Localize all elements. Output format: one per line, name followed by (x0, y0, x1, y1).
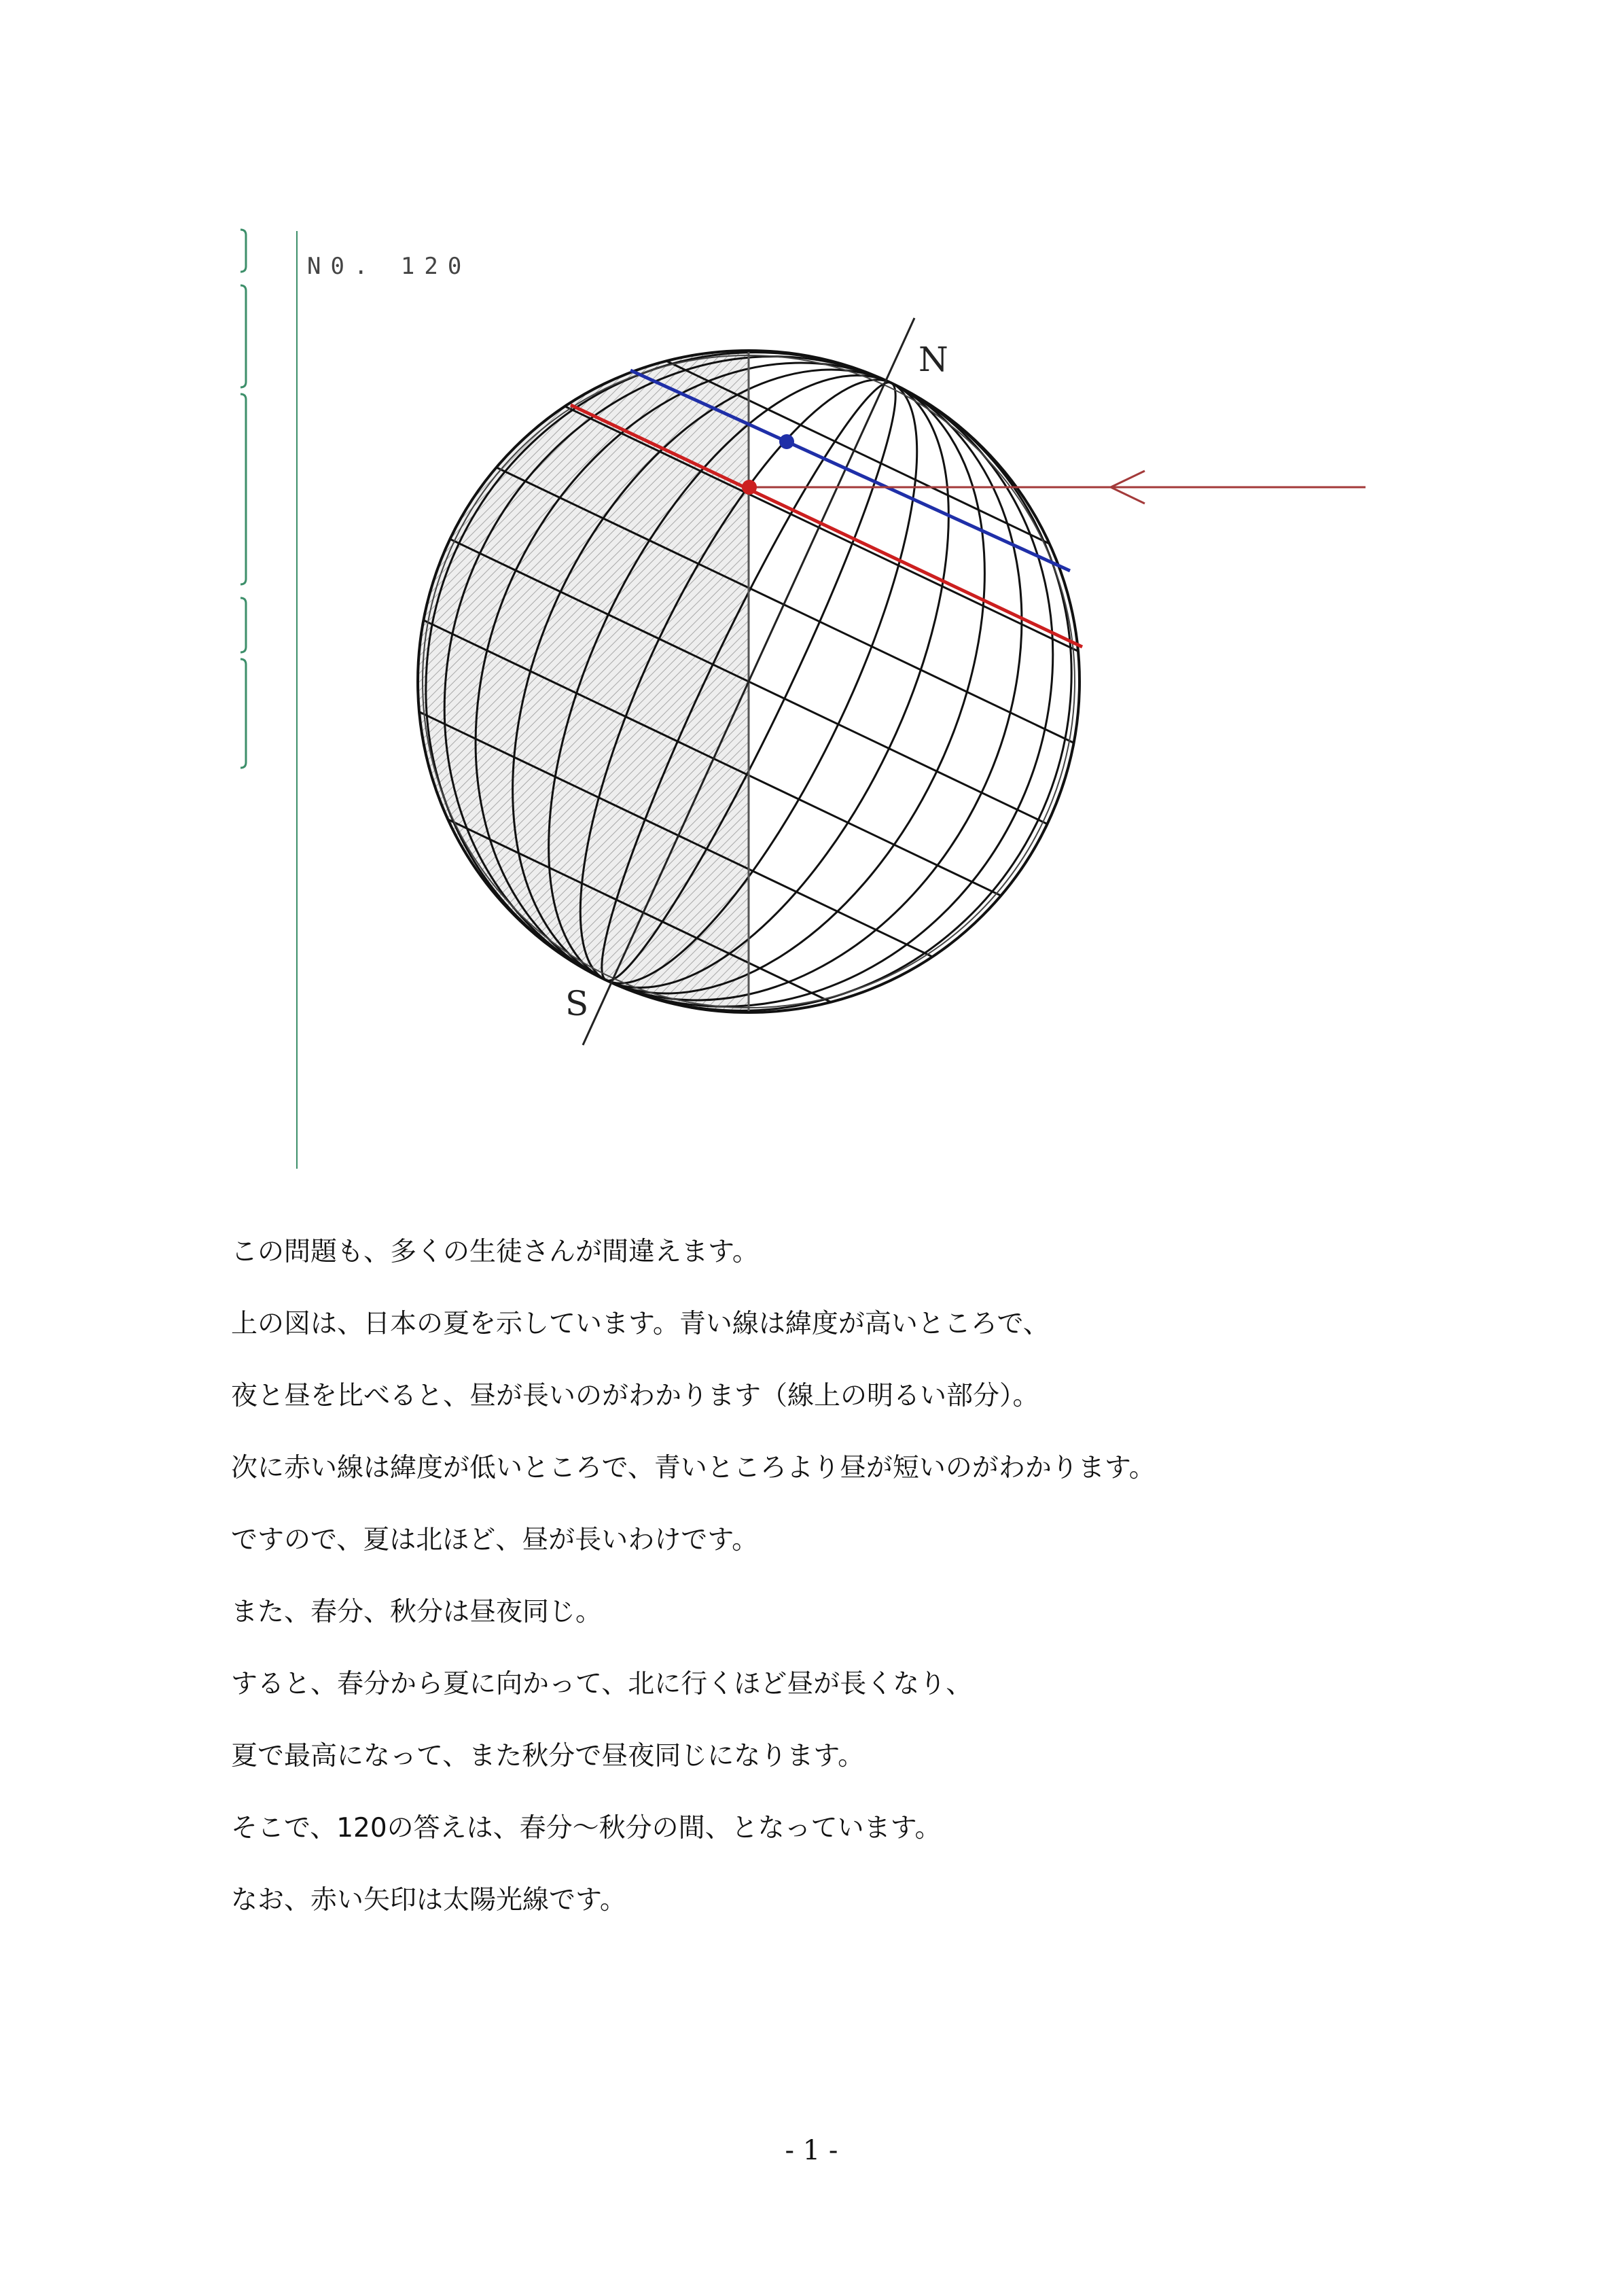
night-side-shading (408, 340, 749, 1019)
north-pole-label: N (918, 340, 948, 379)
margin-bar (240, 285, 246, 387)
explanation-text (231, 1235, 1522, 1956)
text-line: 夏で最高になって、また秋分で昼夜同じになります。 (231, 1741, 865, 1771)
text-line: 次に赤い線は緯度が低いところで、青いところより昼が短いのがわかります。 (231, 1453, 1156, 1483)
text-line: すると、春分から夏に向かって、北に行くほど昼が長くなり、 (231, 1669, 973, 1699)
text-line: なお、赤い矢印は太陽光線です。 (231, 1885, 626, 1915)
text-line: また、春分、秋分は昼夜同じ。 (231, 1597, 603, 1627)
margin-bar (240, 659, 246, 768)
sun-ray-arrow (749, 471, 1366, 504)
figure-number-label: N0. 120 (307, 253, 471, 280)
text-line: ですので、夏は北ほど、昼が長いわけです。 (231, 1525, 759, 1555)
globe-figure (217, 217, 1386, 1182)
blue-marker-dot (779, 434, 794, 449)
margin-bar (240, 394, 246, 584)
margin-bars (240, 230, 246, 768)
margin-bar (240, 230, 246, 272)
text-line: そこで、120の答えは、春分～秋分の間、となっています。 (231, 1813, 942, 1843)
south-pole-label: S (565, 984, 589, 1023)
text-line: この問題も、多くの生徒さんが間違えます。 (231, 1237, 759, 1267)
text-line: 夜と昼を比べると、昼が長いのがわかります（線上の明るい部分）。 (231, 1381, 1039, 1411)
red-marker-dot (742, 480, 757, 495)
text-line: 上の図は、日本の夏を示しています。青い線は緯度が高いところで、 (231, 1309, 1050, 1339)
margin-bar (240, 598, 246, 652)
page-number: - 1 - (785, 2135, 838, 2166)
globe-diagram (217, 217, 1386, 1182)
